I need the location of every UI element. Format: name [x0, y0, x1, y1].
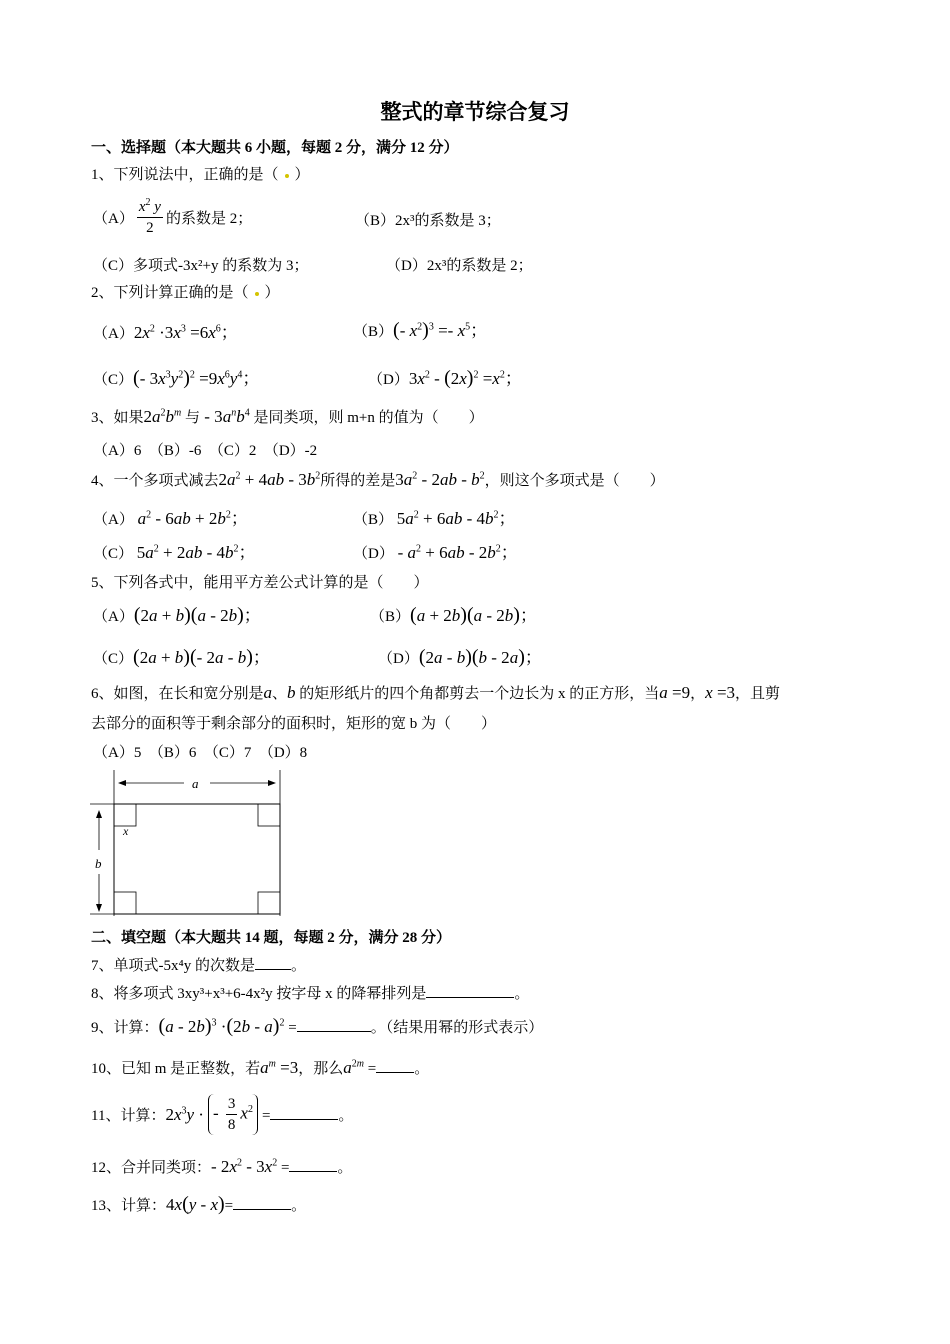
- question-6-line-1: 6、如图，在长和宽分别是a、b 的矩形纸片的四个角都剪去一个边长为 x 的正方形，当a =9，x =3，且剪: [91, 683, 781, 702]
- question-1-option-c: （C）多项式-3x²+y 的系数为 3；: [93, 258, 309, 274]
- question-3-stem: 3、如果$2a^2b^m$ 与 - $3a^nb^4$ 是同类项，则 m+n 的值为（ ）: [91, 407, 484, 426]
- label-x: x: [123, 824, 129, 838]
- marker-dot: [255, 292, 259, 296]
- question-1-option-d: （D）2x³的系数是 2；: [386, 258, 533, 274]
- question-1-stem: 1、下列说法中，正确的是（ ）: [91, 167, 310, 183]
- arrowhead-right: [268, 780, 276, 786]
- answer-blank[interactable]: [289, 1157, 337, 1172]
- answer-blank[interactable]: [297, 1017, 371, 1032]
- corner-square-bl: [114, 892, 136, 914]
- question-11: 11、计算：$2x^3y$ ·- $\frac{3}{8}$ $x^2$ = 。: [91, 1096, 354, 1133]
- rectangle-paper: [114, 804, 280, 914]
- arrowhead-down: [96, 904, 102, 912]
- corner-square-br: [258, 892, 280, 914]
- arrowhead-up: [96, 810, 102, 818]
- rectangle-figure: [88, 768, 288, 918]
- question-4-option-b: （B） $5a^2 + 6ab - 4b^2$；: [353, 509, 516, 528]
- question-5-option-c: （C）(2a + b)(- 2a - b)；: [93, 646, 270, 668]
- question-4-option-d: $(D) - a^2 + 6ab - 2b^2$；: [353, 543, 518, 562]
- question-2-option-a: $(A)2x^2 \cdot 3x^3 =6x^6$；: [93, 323, 238, 342]
- label-a: a: [192, 776, 199, 791]
- label-b: b: [95, 856, 102, 871]
- question-6-options: （A）5 （B）6 （C）7 （D）8: [93, 745, 308, 761]
- question-9: 9、计算：(a - 2b)$^3$ ·(2b - a)$^2$ = 。（结果用幂的形式表示）: [91, 1015, 544, 1037]
- question-7: 7、单项式-5x⁴y 的次数是 。: [91, 954, 306, 975]
- question-3-options: （A）6 （B）-6 （C）2 （D）-2: [93, 443, 318, 459]
- question-2-stem: 2、下列计算正确的是（ ）: [91, 285, 280, 301]
- question-13: 13、计算：4x(y - x)= 。: [91, 1193, 307, 1215]
- question-5-option-b: （B）(a + 2b)(a - 2b)；: [370, 604, 537, 626]
- question-2-option-b: （B）(- $x^2)^3 =- x^5$；: [353, 319, 488, 341]
- page-title: 整式的章节综合复习: [380, 100, 570, 124]
- question-5-stem: 5、下列各式中，能用平方差公式计算的是（ ）: [91, 575, 429, 591]
- answer-blank[interactable]: [426, 983, 514, 998]
- answer-blank[interactable]: [270, 1105, 338, 1120]
- question-5-option-a: （A）(2a + b)(a - 2b)；: [93, 604, 261, 626]
- question-2-option-c: （C）(- $3x^3y^2)^2 =9x^6y^4$；: [93, 367, 260, 389]
- fraction-x2y-over-2: $\frac{x^2 y}{2}$: [138, 197, 161, 236]
- corner-square-tl: [114, 804, 136, 826]
- question-12: 12、合并同类项：- $2x^2 - 3x^2$ = 。: [91, 1157, 353, 1176]
- question-8: 8、将多项式 3xy³+x³+6-4x²y 按字母 x 的降幂排列是 。: [91, 982, 529, 1003]
- arrowhead-left: [118, 780, 126, 786]
- question-4-option-a: （A） $a^2 - 6ab + 2b^2$；: [93, 509, 248, 528]
- section-choice-heading: 一、选择题（本大题共 6 小题，每题 2 分，满分 12 分）: [91, 140, 459, 156]
- question-4-option-c: （C） $5a^2 + 2ab - 4b^2$；: [93, 543, 256, 562]
- question-6-line-2: 去部分的面积等于剩余部分的面积时，矩形的宽 b 为（ ）: [91, 716, 497, 732]
- corner-square-tr: [258, 804, 280, 826]
- question-1-option-b: （B）2x³的系数是 3；: [355, 213, 501, 229]
- question-4-stem: 4、一个多项式减去$2a^2 + 4ab - 3b^2$所得的差是$3a^2 - 2ab - b^2$，则这个多项式是（ ）: [91, 470, 665, 489]
- answer-blank[interactable]: [233, 1195, 291, 1210]
- question-10: 10、已知 m 是正整数，若$a^m =3$，那么$a^{2m}$ = 。: [91, 1058, 430, 1077]
- answer-blank[interactable]: [255, 955, 291, 970]
- question-1-option-a: （A） $\frac{x^2 y}{2}$ 的系数是 2；: [93, 197, 253, 236]
- question-5-option-d: （D）(2a - b)(b - 2a)；: [378, 646, 542, 668]
- question-2-option-d: $(D)3x^2 - (2x)^2 =x^2$；: [368, 367, 522, 389]
- section-fill-heading: 二、填空题（本大题共 14 题，每题 2 分，满分 28 分）: [91, 930, 452, 946]
- answer-blank[interactable]: [376, 1058, 414, 1073]
- marker-dot: [285, 174, 289, 178]
